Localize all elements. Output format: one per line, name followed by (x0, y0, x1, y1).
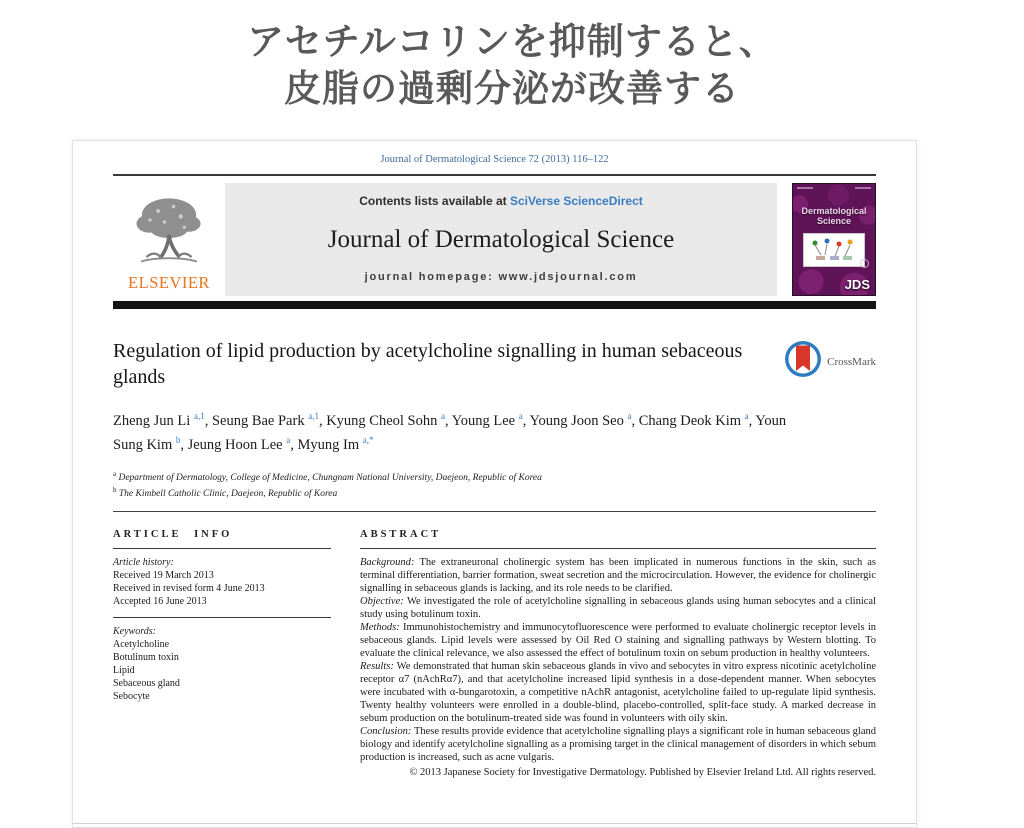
contents-line (233, 194, 769, 208)
affiliation: $^b$ The Kimbell Catholic Clinic, Daejeon, Republic of Korea (113, 485, 338, 499)
page-footer-rule (73, 823, 916, 824)
journal-cover-thumbnail (792, 183, 876, 296)
author: Kyung Cheol Sohn $^a$ (326, 411, 445, 429)
keywords-list (113, 638, 331, 703)
abstract-section: Conclusion: These results provide evidence that acetylcholine signalling plays a significant role in human sebaceous gland biology and identify acetylcholine signalling as a promising target in the clinical management of disorders in which sebum production is increased, such as acne vulgaris. (360, 725, 876, 763)
author: Myung Im $^{a,*}$ (297, 434, 374, 453)
abstract-section-label: Results: (360, 660, 397, 672)
journal-title: Journal of Dermatological Science (327, 225, 675, 253)
author: Young Lee $^a$ (451, 411, 523, 429)
info-abstract-columns (113, 529, 876, 779)
keywords-label: Keywords: (113, 625, 156, 637)
article-info-column (113, 529, 331, 779)
affiliation: $^a$ Department of Dermatology, College of Medicine, Chungnam National University, Daejeon, Republic of Korea (113, 469, 542, 483)
article-info-rule (113, 548, 331, 549)
author: Young Joon Seo $^a$ (529, 411, 632, 429)
cover-jds-abbrev: JDS (844, 277, 870, 292)
history-entry: Accepted 16 June 2013 (113, 595, 207, 607)
contents-prefix: Contents lists available at (359, 194, 507, 208)
affiliation-list (113, 468, 876, 500)
history-entry: Received in revised form 4 June 2013 (113, 582, 265, 594)
journal-header (113, 183, 876, 296)
abstract-rule (360, 548, 876, 549)
article-history-label: Article history: (113, 556, 174, 568)
history-entry: Received 19 March 2013 (113, 569, 214, 581)
slide-headline-line2: 皮脂の過剰分泌が改善する (284, 67, 740, 110)
abstract-column (360, 529, 876, 779)
author: Seung Bae Park $^{a,1}$ (211, 411, 319, 429)
elsevier-logo (113, 183, 225, 296)
slide-headline-line1: アセチルコリンを抑制すると、 (247, 20, 777, 63)
journal-citation: Journal of Dermatological Science 72 (2013) 116–122 (380, 154, 609, 165)
article-title: Regulation of lipid production by acetylcholine signalling in human sebaceous glands (113, 340, 743, 388)
abstract-section-label: Conclusion: (360, 725, 414, 737)
journal-homepage-link[interactable]: journal homepage: www.jdsjournal.com (364, 271, 638, 283)
copyright-line: © 2013 Japanese Society for Investigative Dermatology. Published by Elsevier Ireland Ltd. All rights reserved. (409, 766, 876, 778)
abstract-section: Results: We demonstrated that human skin sebaceous glands in vivo and sebocytes in vitro express nicotinic acetylcholine receptor α7 (nAchRα7), and that acetylcholine increased lipid synthesis in a dose-dependent manner. When sebocytes were incubated with α-bungarotoxin, a competitive nAchR antagonist, acetylcholine failed to up-regulate lipid synthesis. Twenty healthy volunteers were enrolled in a double-blind, placebo-controlled, split-face study. A marked decrease in sebum production on the botulinum-treated side was found in volunteers with oily skin. (360, 660, 877, 724)
cover-emblem-icon (860, 259, 869, 268)
keywords-rule (113, 617, 331, 618)
journal-header-box (225, 183, 777, 296)
abstract-section: Methods: Immunohistochemistry and immunocytofluorescence were performed to evaluate cholinergic receptor levels in sebaceous glands. Lipid levels were assessed by Oil Red O staining and signalling pathways by Western blotting. To evaluate the clinical relevance, we also assessed the effect of botulinum toxin on sebum production in healthy volunteers. (360, 621, 876, 659)
keyword: Sebaceous gland (113, 677, 180, 689)
abstract-heading: ABSTRACT (360, 528, 442, 540)
elsevier-tree-icon (128, 193, 210, 272)
keyword: Lipid (113, 664, 135, 676)
cover-name-line1: Dermatological (801, 206, 867, 216)
cover-diagram (803, 233, 865, 267)
abstract-section-label: Methods: (360, 621, 403, 633)
abstract-section-label: Background: (360, 556, 420, 568)
abstract-section: Objective: We investigated the role of acetylcholine signalling in sebaceous glands using human sebocytes and a clinical study using botulinum toxin. (360, 595, 876, 620)
sciverse-sciencedirect-link[interactable]: SciVerse ScienceDirect (509, 194, 643, 208)
author-line: Zheng Jun Li $^{a,1}$, Seung Bae Park $^{a,1}$, Kyung Cheol Sohn $^a$, Young Lee $^a$, Young Joon Seo $^a$, Chang Deok Kim $^a$, Youn Sung Kim $^b$, Jeung Hoon Lee $^a$, Myung Im $^{a,*}$ (113, 411, 787, 453)
keyword: Botulinum toxin (113, 651, 179, 663)
crossmark-icon (784, 340, 822, 383)
header-bottom-bar (113, 301, 876, 309)
elsevier-wordmark: ELSEVIER (128, 273, 210, 292)
cover-journal-name (793, 206, 875, 226)
author: Chang Deok Kim $^a$ (638, 411, 749, 429)
byline-rule (113, 511, 876, 512)
article-title-row (113, 338, 876, 390)
cover-topline (797, 187, 871, 189)
article-history-list (113, 569, 331, 608)
header-top-rule (113, 174, 876, 176)
abstract-section: Background: The extraneuronal cholinergic system has been implicated in numerous functions in the skin, such as terminal differentiation, barrier formation, sweat secretion and the microcirculation. However, the evidence for cholinergic signalling in sebaceous glands is lacking, and its role needs to be clarified. (360, 556, 876, 594)
abstract-section-label: Objective: (360, 595, 407, 607)
crossmark-badge[interactable] (784, 340, 876, 383)
author: Zheng Jun Li $^{a,1}$ (113, 411, 205, 429)
keyword: Sebocyte (113, 690, 150, 702)
author: Youn Sung Kim $^b$ (113, 412, 787, 453)
slide-headline (0, 18, 1024, 112)
abstract-body (360, 556, 876, 764)
article-info-heading: ARTICLE INFO (113, 528, 233, 540)
crossmark-label: CrossMark (827, 355, 876, 368)
keyword: Acetylcholine (113, 638, 170, 650)
paper-page (72, 140, 917, 828)
author: Jeung Hoon Lee $^a$ (187, 434, 291, 453)
cover-name-line2: Science (816, 216, 852, 226)
